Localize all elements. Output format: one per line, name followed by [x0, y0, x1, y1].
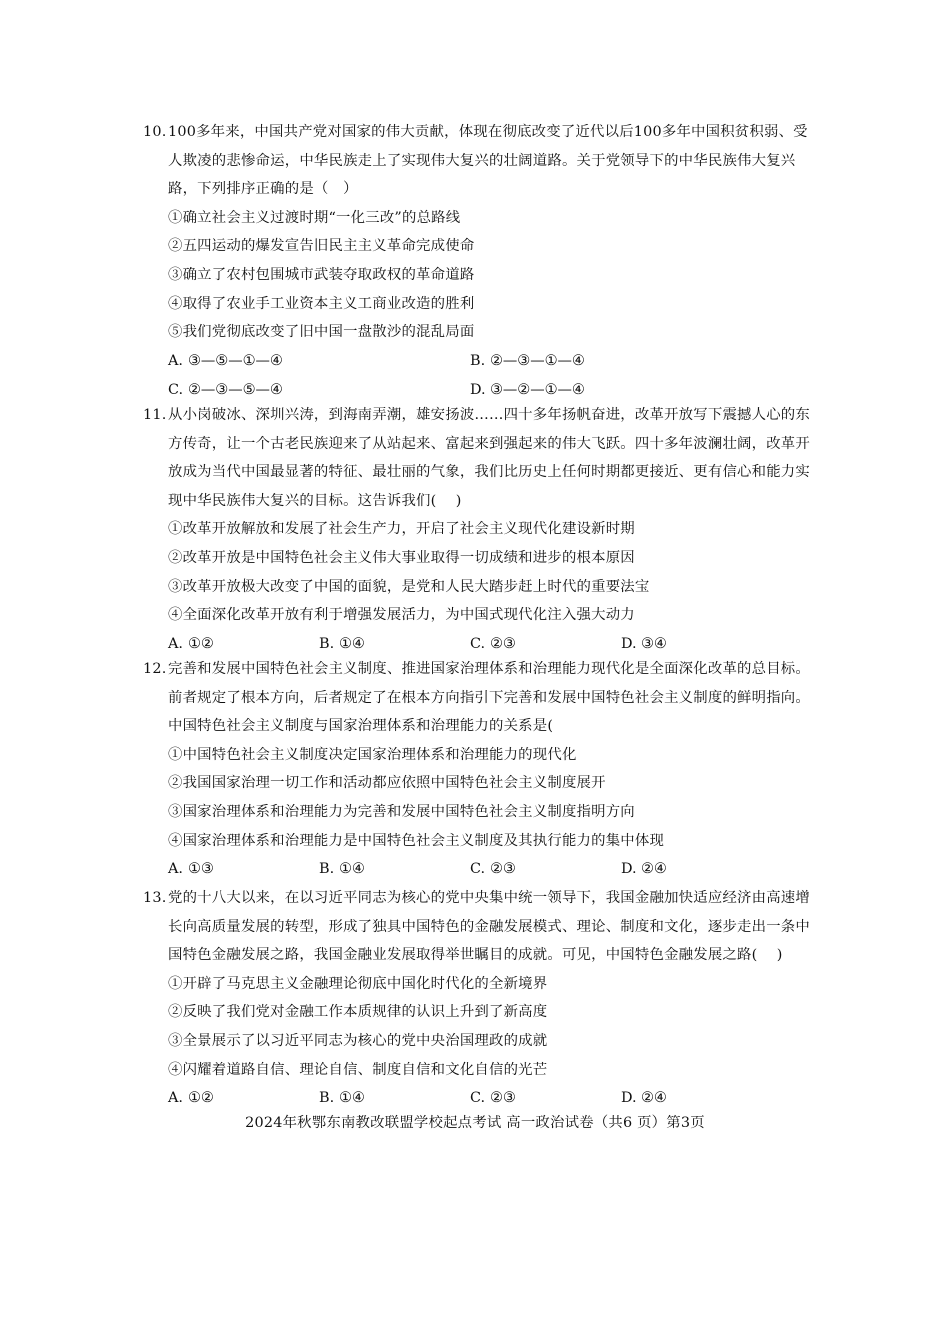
- statement-item: ②改革开放是中国特色社会主义伟大事业取得一切成绩和进步的根本原因: [168, 549, 635, 566]
- choice-label: C.: [470, 1090, 486, 1107]
- choice-label: A.: [168, 861, 183, 878]
- choice-c[interactable]: [470, 855, 621, 884]
- statement-item: ②反映了我们党对金融工作本质规律的认识上升到了新高度: [168, 1004, 548, 1021]
- statement-item: ③国家治理体系和治理能力为完善和发展中国特色社会主义制度指明方向: [168, 803, 635, 820]
- statement-item: ④闪耀着道路自信、理论自信、制度自信和文化自信的光芒: [168, 1061, 548, 1078]
- statement-item: ①开辟了马克思主义金融理论彻底中国化时代化的全新境界: [168, 975, 548, 992]
- statement-item: ④国家治理体系和治理能力是中国特色社会主义制度及其执行能力的集中体现: [168, 832, 665, 849]
- choice-label: C.: [470, 635, 486, 652]
- choice-label: D.: [621, 635, 637, 652]
- question-number: 10.: [143, 124, 167, 140]
- question-number: 12.: [143, 661, 167, 677]
- choice-text: ③④: [641, 635, 667, 652]
- choice-label: B.: [470, 352, 486, 369]
- choice-label: C.: [470, 861, 486, 878]
- choice-label: A.: [168, 1090, 183, 1107]
- page-footer: 2024年秋鄂东南教改联盟学校起点考试 高一政治试卷（共6 页）第3页: [245, 1115, 705, 1131]
- statement-item: ②我国国家治理一切工作和活动都应依照中国特色社会主义制度展开: [168, 775, 606, 792]
- question-stem: [143, 118, 813, 204]
- choice-text: ③—②—①—④: [490, 381, 585, 398]
- statement-item: ③全景展示了以习近平同志为核心的党中央治国理政的成就: [168, 1032, 548, 1049]
- question-11: [143, 401, 813, 659]
- question-stem: [143, 401, 813, 515]
- question-stem: [143, 655, 813, 741]
- choice-b[interactable]: [470, 347, 772, 376]
- choice-b[interactable]: [319, 1084, 470, 1113]
- statement-item: ④取得了农业手工业资本主义工商业改造的胜利: [168, 295, 475, 312]
- choice-label: A.: [168, 352, 183, 369]
- choice-label: A.: [168, 635, 183, 652]
- choice-text: ②④: [641, 861, 667, 878]
- choice-text: ①②: [188, 635, 214, 652]
- choice-d[interactable]: [621, 855, 772, 884]
- statement-item: ④全面深化改革开放有利于增强发展活力，为中国式现代化注入强大动力: [168, 607, 635, 624]
- choice-text: ②④: [641, 1090, 667, 1107]
- choice-text: ①③: [188, 861, 214, 878]
- question-number: 13.: [143, 890, 167, 906]
- choice-a[interactable]: [168, 855, 319, 884]
- choice-a[interactable]: [168, 347, 470, 376]
- choice-text: ②③: [490, 1090, 516, 1107]
- answer-choices: [143, 1084, 813, 1113]
- question-text: 党的十八大以来，在以习近平同志为核心的党中央集中统一领导下，我国金融加快适应经济由高速增长向高质量发展的转型，形成了独具中国特色的金融发展模式、理论、制度和文化，逐步走出一条中国特色金融发展之路，我国金融业发展取得举世瞩目的成就。可见，中国特色金融发展之路( ): [168, 890, 810, 964]
- answer-choices: [143, 347, 813, 376]
- choice-text: ①④: [339, 861, 365, 878]
- choice-label: C.: [168, 381, 184, 398]
- statement-item: ③确立了农村包围城市武装夺取政权的革命道路: [168, 266, 475, 283]
- choice-text: ③—⑤—①—④: [188, 352, 283, 369]
- choice-label: D.: [621, 1090, 637, 1107]
- statement-item: ③改革开放极大改变了中国的面貌，是党和人民大踏步赶上时代的重要法宝: [168, 578, 650, 595]
- choice-text: ①④: [339, 1090, 365, 1107]
- answer-choices: [143, 855, 813, 884]
- question-text: 完善和发展中国特色社会主义制度、推进国家治理体系和治理能力现代化是全面深化改革的总目标。前者规定了根本方向，后者规定了在根本方向指引下完善和发展中国特色社会主义制度的鲜明指向。中国特色社会主义制度与国家治理体系和治理能力的关系是(: [168, 661, 810, 735]
- question-10: [143, 118, 813, 405]
- choice-label: B.: [319, 635, 335, 652]
- question-number: 11.: [143, 407, 167, 423]
- choice-text: ①②: [188, 1090, 214, 1107]
- choice-label: D.: [621, 861, 637, 878]
- choice-label: D.: [470, 381, 486, 398]
- statement-item: ⑤我们党彻底改变了旧中国一盘散沙的混乱局面: [168, 324, 475, 341]
- question-13: [143, 884, 813, 1113]
- choice-c[interactable]: [470, 1084, 621, 1113]
- choice-label: B.: [319, 1090, 335, 1107]
- statement-item: ①确立社会主义过渡时期“一化三改”的总路线: [168, 209, 461, 226]
- choice-text: ①④: [339, 635, 365, 652]
- choice-a[interactable]: [168, 1084, 319, 1113]
- statement-item: ②五四运动的爆发宣告旧民主主义革命完成使命: [168, 238, 475, 255]
- choice-text: ②③: [490, 635, 516, 652]
- choice-text: ②③: [490, 861, 516, 878]
- statement-item: ①中国特色社会主义制度决定国家治理体系和治理能力的现代化: [168, 746, 577, 763]
- choice-d[interactable]: [621, 1084, 772, 1113]
- question-12: [143, 655, 813, 884]
- question-text: 100多年来，中国共产党对国家的伟大贡献，体现在彻底改变了近代以后100多年中国积贫积弱、受人欺凌的悲惨命运，中华民族走上了实现伟大复兴的壮阔道路。关于党领导下的中华民族伟大复兴路，下列排序正确的是（ ）: [168, 124, 808, 198]
- choice-text: ②—③—⑤—④: [188, 381, 283, 398]
- choice-b[interactable]: [319, 855, 470, 884]
- choice-label: B.: [319, 861, 335, 878]
- choice-text: ②—③—①—④: [490, 352, 585, 369]
- statement-item: ①改革开放解放和发展了社会生产力，开启了社会主义现代化建设新时期: [168, 521, 635, 538]
- question-stem: [143, 884, 813, 970]
- question-text: 从小岗破冰、深圳兴涛，到海南弄潮，雄安扬波……四十多年扬帆奋进，改革开放写下震撼人心的东方传奇，让一个古老民族迎来了从站起来、富起来到强起来的伟大飞跃。四十多年波澜壮阔，改革开放成为当代中国最显著的特征、最壮丽的气象，我们比历史上任何时期都更接近、更有信心和能力实现中华民族伟大复兴的目标。这告诉我们( ): [168, 407, 810, 509]
